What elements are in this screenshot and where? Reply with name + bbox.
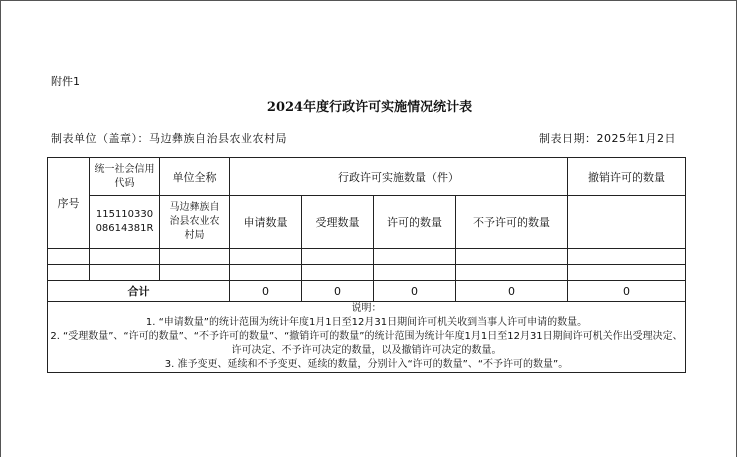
total-apply: 0 [230,281,302,302]
date-label: 制表日期：2025年1月2日 [539,132,676,145]
header-permit-count: 许可的数量 [374,196,456,249]
total-permit: 0 [374,281,456,302]
note-item: 1. “申请数量”的统计范围为统计年度1月1日至12月31日期间许可机关收到当事人许可申请的数量。 [145,317,588,328]
header-impl-count: 行政许可实施数量（件） [230,158,568,196]
table-row [48,196,686,249]
page-title: 2024年度行政许可实施情况统计表 [266,100,473,115]
header-apply-count: 申请数量 [230,196,302,249]
note-item: 2. “受理数量”、“许可的数量”、“不予许可的数量”、“撤销许可的数量”的统计范围为统计年度1月1日至12月31日期间许可机关作出受理决定、许可决定、不予许可决定的数量，以及撤销许可决定的数量。 [50,331,683,356]
table-row [48,265,686,281]
total-accept: 0 [302,281,374,302]
total-row [48,281,686,302]
unit-label: 制表单位（盖章）：马边彝族自治县农业农村局 [51,132,287,145]
cell-unit-name: 马边彝族自治县农业农村局 [160,196,230,249]
header-row [48,158,686,196]
total-revoke: 0 [568,281,686,302]
notes-heading: 说明： [351,303,382,314]
header-unit-name: 单位全称 [160,158,230,196]
total-deny: 0 [456,281,568,302]
header-revoke-count: 撤销许可的数量 [568,158,686,196]
table-row [48,249,686,265]
statistics-table [47,157,686,373]
attachment-label: 附件1 [51,75,80,88]
notes-cell [48,302,686,373]
cell-revoke [568,196,686,249]
total-label: 合计 [48,281,230,302]
header-deny-count: 不予许可的数量 [456,196,568,249]
header-accept-count: 受理数量 [302,196,374,249]
header-seq: 序号 [48,158,90,249]
cell-credit-code: 11511033008614381R [90,196,160,249]
header-credit-code: 统一社会信用代码 [90,158,160,196]
note-item: 3. 准予变更、延续和不予变更、延续的数量，分别计入“许可的数量”、“不予许可的数量”。 [164,359,569,370]
notes-row [48,302,686,373]
